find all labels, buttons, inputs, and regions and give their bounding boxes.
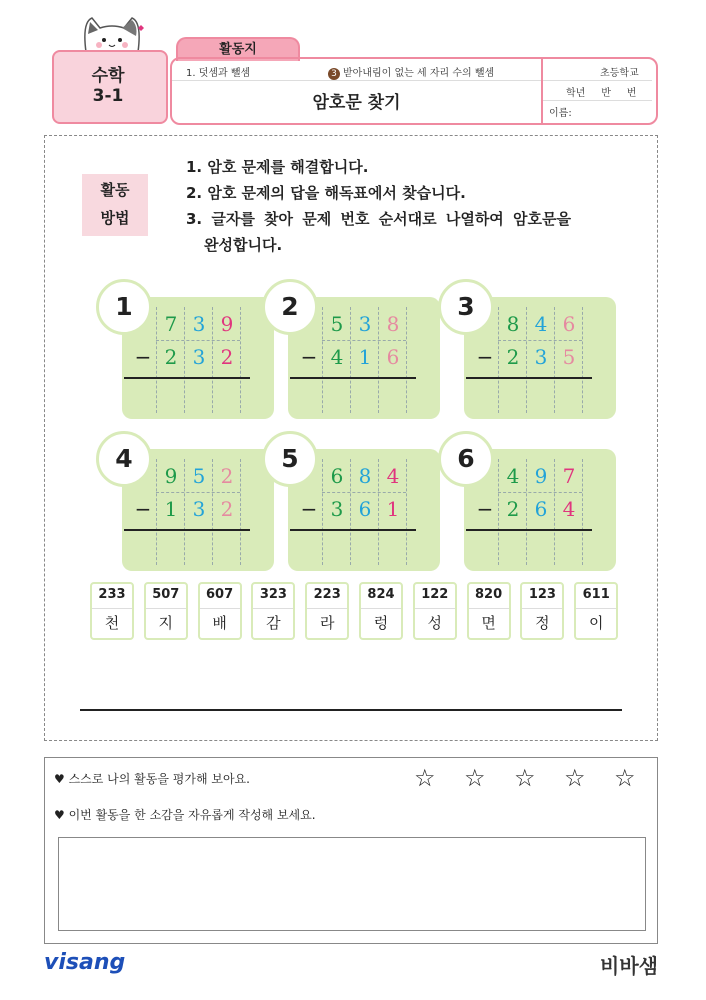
- step-3: 3. 글자를 찾아 문제 번호 순서대로 나열하여 암호문을: [186, 210, 571, 228]
- decoder-key: [144, 582, 188, 640]
- minuend-digit: 7: [562, 464, 576, 488]
- subtrahend-digit: 6: [534, 497, 548, 521]
- reflection-text: 이번 활동을 한 소감을 자유롭게 작성해 보세요.: [68, 808, 316, 822]
- minuend-digit: 9: [220, 312, 234, 336]
- decoder-divider: [200, 608, 240, 609]
- grade-label: 3-1: [92, 86, 124, 106]
- minus-sign: −: [476, 497, 494, 521]
- problem-number-badge: 3: [438, 279, 494, 335]
- decoder-number: 223: [313, 587, 341, 602]
- decoder-key: [305, 582, 349, 640]
- decoder-divider: [92, 608, 132, 609]
- method-label: [82, 174, 148, 236]
- subtrahend-digit: 2: [506, 497, 520, 521]
- header-divider: [541, 57, 543, 123]
- sum-rule: [124, 529, 250, 531]
- answer-cells[interactable]: [498, 533, 582, 563]
- decoder-number: 323: [259, 587, 287, 602]
- step-2: 2. 암호 문제의 답을 해독표에서 찾습니다.: [186, 184, 466, 202]
- method-label-line2: 방법: [100, 209, 130, 227]
- decoder-char: 라: [319, 614, 335, 632]
- minuend-digit: 2: [220, 464, 234, 488]
- decoder-divider: [146, 608, 186, 609]
- subtrahend-digit: 4: [330, 345, 344, 369]
- class-info-label: 학년 반 번: [566, 88, 637, 99]
- subtrahend-digit: 1: [386, 497, 400, 521]
- decoder-divider: [576, 608, 616, 609]
- worksheet-tab: 활동지: [176, 37, 300, 61]
- minuend-digit: 5: [330, 312, 344, 336]
- method-label-line1: 활동: [100, 181, 130, 199]
- problem-number-badge: 1: [96, 279, 152, 335]
- decoder-char: 감: [266, 614, 281, 632]
- reflection-row: [54, 806, 316, 823]
- header-rule: [172, 80, 541, 81]
- minuend-digit: 8: [386, 312, 400, 336]
- decoder-char: 천: [104, 614, 120, 632]
- answer-cells[interactable]: [156, 381, 240, 411]
- reflection-textarea[interactable]: [58, 837, 646, 931]
- subtrahend-digit: 2: [164, 345, 178, 369]
- unit-label: 1. 덧셈과 뺄셈: [186, 68, 251, 79]
- answer-line[interactable]: [80, 709, 622, 711]
- decoder-key: [90, 582, 134, 640]
- decoder-divider: [415, 608, 455, 609]
- subtrahend-digit: 5: [562, 345, 576, 369]
- minus-sign: −: [300, 497, 318, 521]
- decoder-number: 611: [582, 587, 610, 602]
- star-rating-star[interactable]: ☆: [614, 764, 636, 792]
- heart-icon: ♥: [54, 808, 65, 822]
- decoder-number: 123: [528, 587, 556, 602]
- decoder-key: [359, 582, 403, 640]
- step-3-cont: 완성합니다.: [204, 236, 283, 254]
- minus-sign: −: [476, 345, 494, 369]
- decoder-char: 이: [588, 614, 604, 632]
- decoder-divider: [361, 608, 401, 609]
- star-rating-star[interactable]: ☆: [564, 764, 586, 792]
- decoder-char: 성: [427, 614, 443, 632]
- lesson-title: 받아내림이 없는 세 자리 수의 뺄셈: [343, 68, 495, 79]
- decoder-key: [251, 582, 295, 640]
- subtrahend-digit: 1: [164, 497, 178, 521]
- sum-rule: [124, 377, 250, 379]
- subtrahend-digit: 6: [358, 497, 372, 521]
- subtrahend-digit: 3: [330, 497, 344, 521]
- lesson-number-badge: 3: [328, 68, 340, 80]
- sum-rule: [466, 377, 592, 379]
- decoder-divider: [522, 608, 562, 609]
- decoder-key: [467, 582, 511, 640]
- school-label: 초등학교: [600, 68, 639, 79]
- decoder-key: [198, 582, 242, 640]
- subtrahend-digit: 3: [534, 345, 548, 369]
- decoder-number: 507: [152, 587, 180, 602]
- answer-cells[interactable]: [322, 381, 406, 411]
- decoder-char: 정: [535, 614, 550, 632]
- minuend-digit: 9: [534, 464, 548, 488]
- sum-rule: [466, 529, 592, 531]
- subject-label: [52, 66, 164, 106]
- minuend-digit: 8: [358, 464, 372, 488]
- decoder-divider: [469, 608, 509, 609]
- minus-sign: −: [134, 497, 152, 521]
- decoder-divider: [253, 608, 293, 609]
- decoder-divider: [307, 608, 347, 609]
- subtrahend-digit: 4: [562, 497, 576, 521]
- subtrahend-digit: 3: [192, 345, 206, 369]
- subtrahend-digit: 3: [192, 497, 206, 521]
- step-1: 1. 암호 문제를 해결합니다.: [186, 158, 369, 176]
- sum-rule: [290, 529, 416, 531]
- decoder-number: 233: [98, 587, 126, 602]
- info-rule-1: [543, 80, 652, 81]
- self-eval-text: 스스로 나의 활동을 평가해 보아요.: [68, 772, 250, 786]
- star-rating-star[interactable]: ☆: [514, 764, 536, 792]
- minuend-digit: 9: [164, 464, 178, 488]
- subtrahend-digit: 2: [220, 497, 234, 521]
- decoder-char: 면: [481, 614, 496, 632]
- minuend-digit: 5: [192, 464, 206, 488]
- subtrahend-digit: 2: [220, 345, 234, 369]
- star-rating-star[interactable]: ☆: [464, 764, 486, 792]
- minuend-digit: 8: [506, 312, 520, 336]
- problem-number-badge: 2: [262, 279, 318, 335]
- minuend-digit: 3: [192, 312, 206, 336]
- decoder-number: 824: [367, 587, 395, 602]
- decoder-char: 렁: [373, 614, 389, 632]
- decoder-key: [413, 582, 457, 640]
- subject-name: 수학: [91, 66, 125, 86]
- minuend-digit: 6: [330, 464, 344, 488]
- problem-number-badge: 4: [96, 431, 152, 487]
- grid-line: [156, 492, 240, 493]
- decoder-key: [520, 582, 564, 640]
- grid-line: [322, 340, 406, 341]
- method-steps: [186, 154, 646, 258]
- grid-line: [322, 492, 406, 493]
- minuend-digit: 4: [386, 464, 400, 488]
- answer-cells[interactable]: [156, 533, 240, 563]
- heart-icon: ♥: [54, 772, 65, 786]
- grid-line: [498, 340, 582, 341]
- decoder-number: 820: [475, 587, 503, 602]
- answer-cells[interactable]: [322, 533, 406, 563]
- problem-number-badge: 6: [438, 431, 494, 487]
- decoder-char: 지: [158, 614, 174, 632]
- page-title: 암호문 찾기: [312, 93, 401, 113]
- sum-rule: [290, 377, 416, 379]
- minuend-digit: 4: [534, 312, 548, 336]
- minus-sign: −: [300, 345, 318, 369]
- self-eval-row: [54, 770, 250, 787]
- lesson-label: [328, 64, 494, 80]
- subtrahend-digit: 6: [386, 345, 400, 369]
- decoder-char: 배: [212, 614, 227, 632]
- grid-line: [156, 340, 240, 341]
- decoder-key: [574, 582, 618, 640]
- minuend-digit: 6: [562, 312, 576, 336]
- minuend-digit: 3: [358, 312, 372, 336]
- decoder-number: 607: [206, 587, 234, 602]
- grid-line: [498, 492, 582, 493]
- subtrahend-digit: 1: [358, 345, 372, 369]
- visang-logo: visang: [44, 950, 126, 975]
- minuend-digit: 4: [506, 464, 520, 488]
- vivasam-logo: 비바샘: [600, 954, 658, 978]
- star-rating-star[interactable]: ☆: [414, 764, 436, 792]
- answer-cells[interactable]: [498, 381, 582, 411]
- subtrahend-digit: 2: [506, 345, 520, 369]
- problem-number-badge: 5: [262, 431, 318, 487]
- decoder-number: 122: [421, 587, 449, 602]
- minus-sign: −: [134, 345, 152, 369]
- minuend-digit: 7: [164, 312, 178, 336]
- name-label: 이름:: [549, 108, 572, 119]
- info-rule-2: [543, 100, 652, 101]
